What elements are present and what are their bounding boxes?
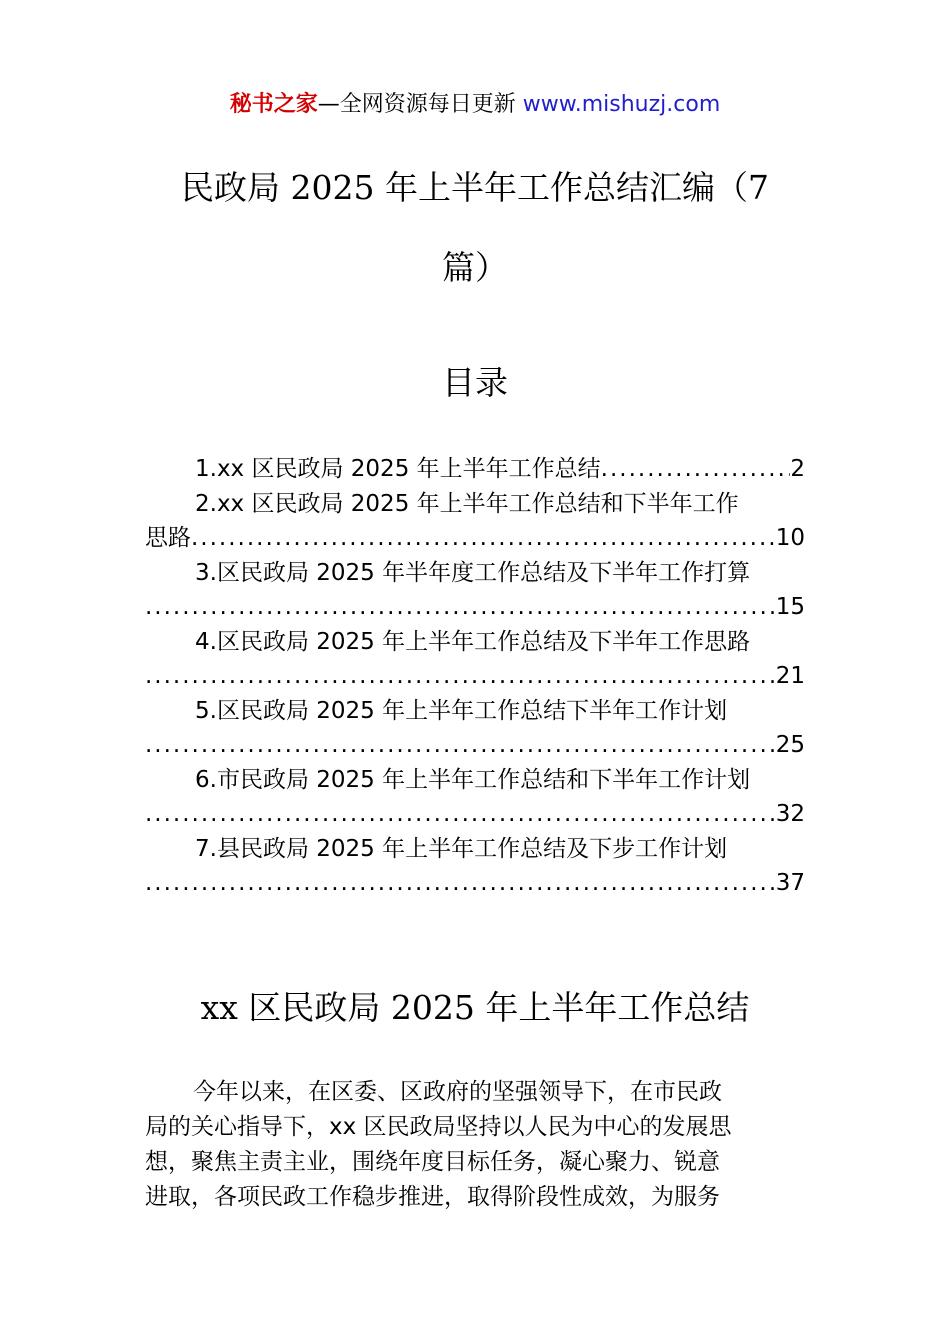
site-url-link[interactable]: www.mishuzj.com [522,92,721,117]
toc-entry[interactable] [145,832,805,901]
toc-page-number: 37 [775,870,805,896]
toc-leader [145,797,776,832]
toc-entry[interactable] [145,487,805,556]
toc-entry-title: 7.县民政局 2025 年上半年工作总结及下步工作计划 [195,835,728,862]
toc-entry-title-cont: 思路 [145,525,191,551]
toc-entry-title: 4.区民政局 2025 年上半年工作总结及下半年工作思路 [195,628,751,655]
site-header [0,88,950,122]
toc-leader [145,866,776,901]
document-title [145,160,805,296]
toc-leader [601,452,791,487]
toc-page-number: 2 [790,456,805,482]
toc-leader [145,659,776,694]
toc-entry[interactable] [145,763,805,832]
toc-entry-title: 6.市民政局 2025 年上半年工作总结和下半年工作计划 [195,766,751,793]
site-tagline: —全网资源每日更新 [317,92,523,117]
document-title-line2: 篇） [442,248,508,287]
section-title: xx 区民政局 2025 年上半年工作总结 [200,988,750,1027]
toc-entry[interactable] [145,452,805,487]
toc-heading: 目录 [442,363,508,402]
toc-page-number: 10 [775,525,805,551]
toc-entry[interactable] [145,625,805,694]
table-of-contents [145,452,805,901]
section-body [145,1075,805,1215]
toc-page-number: 15 [775,594,805,620]
toc-entry-title: 5.区民政局 2025 年上半年工作总结下半年工作计划 [195,697,728,724]
document-title-line1: 民政局 2025 年上半年工作总结汇编（7 [181,168,769,207]
toc-entry-title: 2.xx 区民政局 2025 年上半年工作总结和下半年工作 [195,490,739,517]
toc-page-number: 21 [775,663,805,689]
toc-entry-title: 1.xx 区民政局 2025 年上半年工作总结 [195,456,601,482]
toc-leader [191,521,776,556]
body-line: 想，聚焦主责主业，围绕年度目标任务，凝心聚力、锐意 [145,1149,720,1175]
body-line: 今年以来，在区委、区政府的坚强领导下，在市民政 [193,1079,722,1105]
body-line: 局的关心指导下，xx 区民政局坚持以人民为中心的发展思 [145,1114,732,1140]
toc-entry[interactable] [145,694,805,763]
toc-leader [145,728,776,763]
toc-leader [145,590,776,625]
toc-entry-title: 3.区民政局 2025 年半年度工作总结及下半年工作打算 [195,559,751,586]
toc-page-number: 25 [775,732,805,758]
body-line: 进取，各项民政工作稳步推进，取得阶段性成效，为服务 [145,1184,720,1210]
toc-page-number: 32 [775,801,805,827]
site-brand: 秘书之家 [229,92,318,117]
toc-entry[interactable] [145,556,805,625]
